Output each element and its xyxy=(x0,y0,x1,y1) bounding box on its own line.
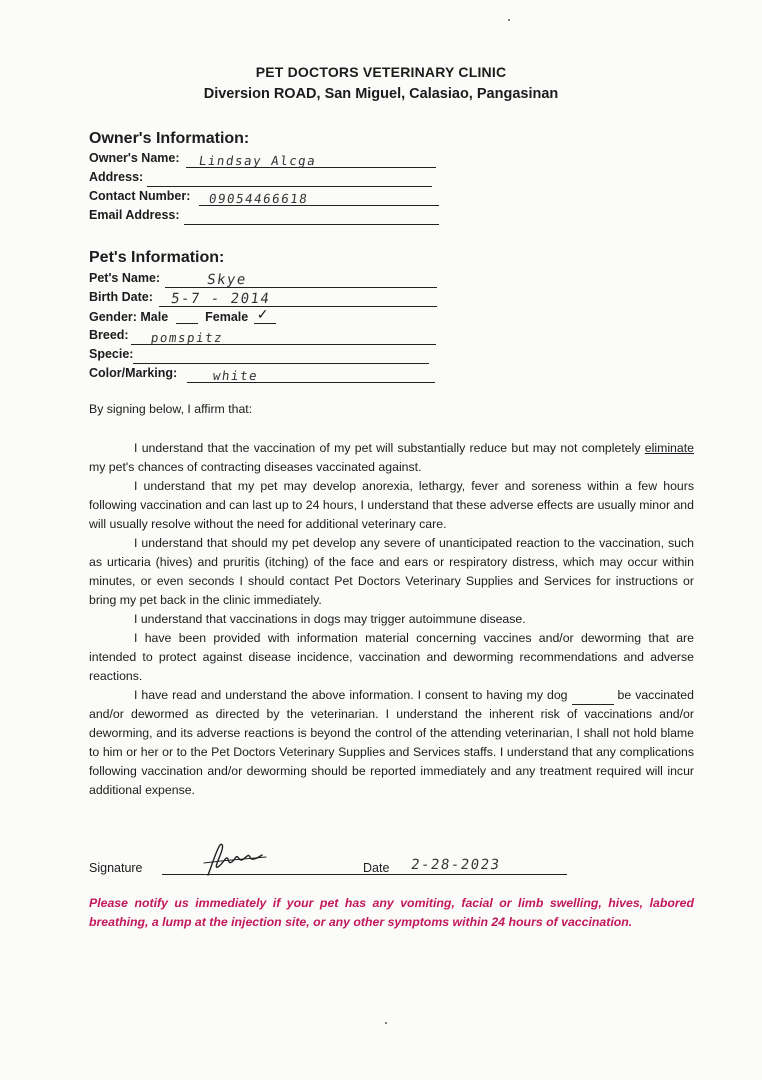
date-label: Date xyxy=(363,861,390,875)
affirm-paragraph-3: I understand that should my pet develop any severe of unanticipated reaction to the vaccination, such as urticaria (hives) and pruritis (itching) of the face and ears or respiratory distress, which may occur within minutes, or even seconds I should contact Pet Doctors Veterinary Supplies and Services for instructions or bring my pet back in the clinic immediately. xyxy=(89,536,694,607)
affirm-paragraph-2: I understand that my pet may develop anorexia, lethargy, fever and soreness within a few hours following vaccination and can last up to 24 hours, I understand that these adverse effects are usually minor and will usually resolve without the need for additional veterinary care. xyxy=(89,479,694,531)
scan-speck xyxy=(385,1022,387,1024)
clinic-name: PET DOCTORS VETERINARY CLINIC xyxy=(255,64,507,80)
affirm-p6-start: I have read and understand the above information. I consent to having my dog xyxy=(134,688,572,702)
affirm-p6-end: be vaccinated and/or dewormed as directed by the veterinarian. I understand the inherent risk of vaccinations and/or deworming, and its adverse reactions is beyond the control of the attending veterinarian, I shall not hold blame to him or her or to the Pet Doctors Veterinary Supplies and Services staffs. I understand that any complications following vaccination and/or deworming should be reported immediately and any treatment required will incur additional expense. xyxy=(89,688,694,797)
female-check-mark: ✓ xyxy=(256,306,269,322)
specie-field xyxy=(89,347,133,365)
email-label: Email Address: xyxy=(89,208,180,222)
affirm-p1-end: my pet's chances of contracting diseases vaccinated against. xyxy=(89,460,422,474)
affirm-intro: By signing below, I affirm that: xyxy=(89,402,253,416)
contact-number-label: Contact Number: xyxy=(89,189,191,203)
affirm-paragraph-4: I understand that vaccinations in dogs may trigger autoimmune disease. xyxy=(134,612,526,626)
female-blank[interactable] xyxy=(254,306,276,324)
affirm-paragraph-1 xyxy=(89,439,694,477)
affirm-paragraph-6 xyxy=(89,686,694,800)
notice-text: Please notify us immediately if your pet has any vomiting, facial or limb swelling, hives, labored breathing, a lump at the injection site, or any other symptoms within 24 hours of vaccination. xyxy=(89,896,694,929)
birth-date-value: 5-7 - 2014 xyxy=(169,291,272,307)
owner-section-title: Owner's Information: xyxy=(89,130,250,147)
specie-line[interactable] xyxy=(133,347,429,364)
affirm-p1-start: I understand that the vaccination of my pet will substantially reduce but may not completely xyxy=(134,441,645,455)
scan-speck xyxy=(508,19,510,21)
color-marking-field xyxy=(89,366,260,384)
male-blank[interactable] xyxy=(176,309,198,324)
dog-name-blank[interactable] xyxy=(572,690,614,705)
signature-label: Signature xyxy=(89,861,143,875)
birth-date-label: Birth Date: xyxy=(89,290,153,304)
handwritten-signature xyxy=(194,841,274,879)
owner-name-field xyxy=(89,151,318,169)
address-label: Address: xyxy=(89,170,144,184)
affirm-paragraph-5: I have been provided with information material concerning vaccines and/or deworming that are intended to protect against disease incidence, vaccination and deworming recommendations and adverse reactions. xyxy=(89,631,694,683)
breed-label: Breed: xyxy=(89,328,129,342)
owner-name-value: Lindsay Alcga xyxy=(197,153,318,168)
date-value: 2-28-2023 xyxy=(409,857,502,873)
contact-number-field xyxy=(89,189,310,207)
color-marking-label: Color/Marking: xyxy=(89,366,178,380)
pet-section-title: Pet's Information: xyxy=(89,249,225,266)
birth-date-field xyxy=(89,290,272,308)
breed-field xyxy=(89,328,225,346)
email-line[interactable] xyxy=(184,208,439,225)
gender-field xyxy=(89,306,276,327)
owner-name-label: Owner's Name: xyxy=(89,151,180,165)
specie-label: Specie: xyxy=(89,347,134,361)
female-label: Female xyxy=(205,310,249,324)
address-line[interactable] xyxy=(147,170,432,187)
clinic-address: Diversion ROAD, San Miguel, Calasiao, Pangasinan xyxy=(203,86,559,102)
affirmation-body xyxy=(89,439,694,800)
contact-number-value: 09054466618 xyxy=(207,191,310,206)
pet-name-field xyxy=(89,271,248,289)
pet-name-value: Skye xyxy=(205,272,248,288)
signature-row xyxy=(89,855,689,877)
color-marking-value: white xyxy=(211,368,260,383)
affirm-p1-underlined: eliminate xyxy=(644,441,694,455)
pet-name-label: Pet's Name: xyxy=(89,271,161,285)
breed-value: pomspitz xyxy=(149,330,225,345)
gender-label: Gender: Male xyxy=(89,310,169,324)
address-field xyxy=(89,170,143,188)
email-field xyxy=(89,208,180,226)
